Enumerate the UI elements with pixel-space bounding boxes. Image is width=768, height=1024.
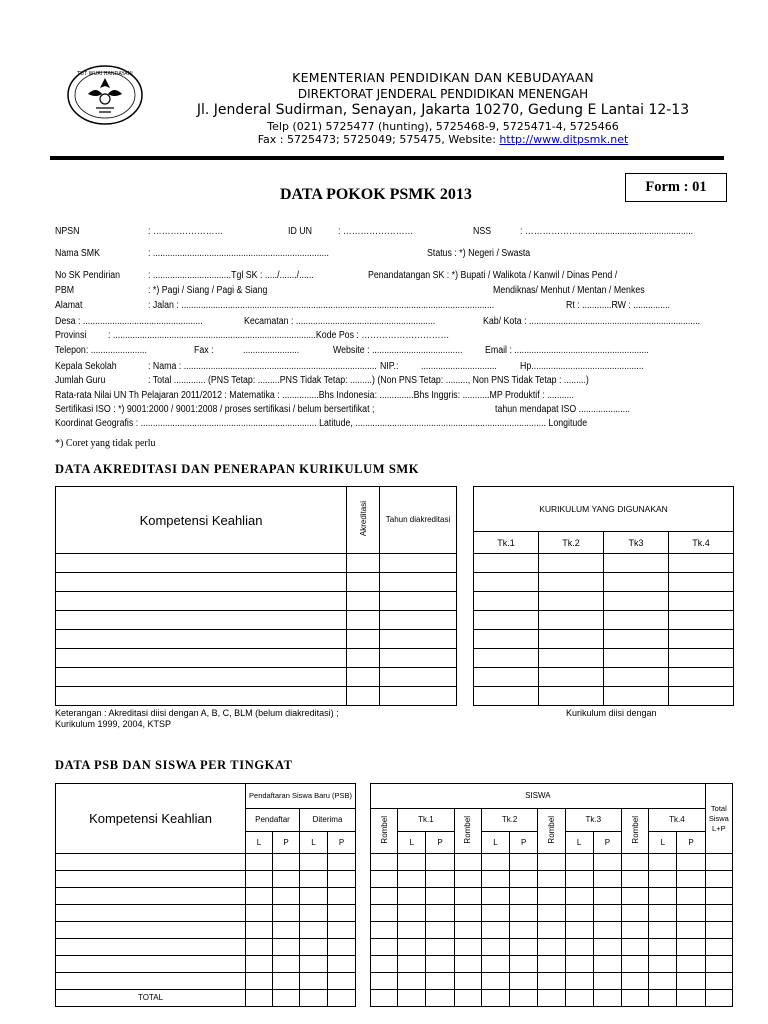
rombel-3-header xyxy=(538,809,565,854)
table-cell[interactable] xyxy=(677,990,705,1007)
id-un-field[interactable]: : …………………… xyxy=(338,226,414,237)
table-row xyxy=(56,592,457,611)
fax-text: Fax : 5725473; 5725049; 575475, Website: xyxy=(257,133,500,146)
total-label: TOTAL xyxy=(56,990,246,1007)
table-cell[interactable] xyxy=(565,871,593,888)
siswa-table xyxy=(370,783,733,1007)
table-cell[interactable] xyxy=(426,888,454,905)
siswa-tk1-header: Tk.1 xyxy=(398,809,454,832)
table-cell[interactable] xyxy=(593,939,621,956)
table-row xyxy=(474,611,734,630)
table-cell[interactable] xyxy=(371,990,398,1007)
npsn-field[interactable]: : …………………… xyxy=(148,226,224,237)
table-cell[interactable] xyxy=(510,990,538,1007)
table-cell[interactable] xyxy=(649,854,677,871)
table-cell[interactable] xyxy=(510,871,538,888)
table-cell[interactable] xyxy=(621,871,648,888)
table-cell[interactable] xyxy=(426,854,454,871)
table-cell[interactable] xyxy=(593,973,621,990)
table-cell[interactable] xyxy=(705,922,732,939)
kepsek-name-field[interactable]: : Nama : ............................................................................... xyxy=(148,361,377,372)
table-cell[interactable] xyxy=(398,871,426,888)
akreditasi-header-text: Akreditasi xyxy=(358,501,368,537)
table-cell[interactable] xyxy=(510,888,538,905)
table-cell[interactable] xyxy=(649,871,677,888)
table-cell[interactable] xyxy=(677,854,705,871)
table-row xyxy=(474,630,734,649)
form-number-box: Form : 01 xyxy=(625,173,727,202)
fax-field[interactable]: ....................... xyxy=(243,345,300,356)
table-cell[interactable] xyxy=(593,854,621,871)
table-cell[interactable] xyxy=(565,973,593,990)
section-psb-title: DATA PSB DAN SISWA PER TINGKAT xyxy=(55,758,293,772)
table-cell[interactable] xyxy=(454,956,481,973)
table-row xyxy=(474,592,734,611)
table-cell[interactable] xyxy=(538,871,565,888)
table-row xyxy=(371,888,733,905)
table-cell[interactable] xyxy=(705,939,732,956)
table-row xyxy=(56,854,356,871)
table-row xyxy=(56,922,356,939)
iso-tahun-field[interactable]: tahun mendapat ISO ..................... xyxy=(495,404,631,415)
table-cell[interactable] xyxy=(398,973,426,990)
table-row xyxy=(56,611,457,630)
table-cell[interactable] xyxy=(565,956,593,973)
kurikulum-header: KURIKULUM YANG DIGUNAKAN xyxy=(474,487,734,532)
table-row xyxy=(56,939,356,956)
table-cell[interactable] xyxy=(677,939,705,956)
table-row xyxy=(56,888,356,905)
table-cell[interactable] xyxy=(649,939,677,956)
table-row xyxy=(56,573,457,592)
tut-wuri-handayani-logo-icon xyxy=(66,64,144,126)
kurikulum-tk2-header: Tk.2 xyxy=(539,532,604,554)
address: Jl. Jenderal Sudirman, Senayan, Jakarta 10270, Gedung E Lantai 12-13 xyxy=(196,102,690,118)
siswa-tk3-header: Tk.3 xyxy=(565,809,621,832)
table-cell[interactable] xyxy=(705,905,732,922)
rt-rw-field[interactable]: Rt : ............RW : ............... xyxy=(566,300,670,311)
table-row xyxy=(474,687,734,706)
table-cell[interactable] xyxy=(621,956,648,973)
kurikulum-tk3-header: Tk3 xyxy=(604,532,669,554)
table-cell[interactable] xyxy=(538,939,565,956)
table-cell[interactable] xyxy=(649,973,677,990)
siswa-tk4-header: Tk.4 xyxy=(649,809,705,832)
table-cell[interactable] xyxy=(565,888,593,905)
table-cell[interactable] xyxy=(538,905,565,922)
psb-table xyxy=(55,783,356,1007)
nip-field[interactable]: ............................... xyxy=(421,361,497,372)
directorate-name: DIREKTORAT JENDERAL PENDIDIKAN MENENGAH xyxy=(297,87,589,101)
kompetensi-header: Kompetensi Keahlian xyxy=(56,487,347,554)
status-field[interactable]: Status : *) Negeri / Swasta xyxy=(427,248,531,259)
nama-smk-field[interactable]: : ........................................................................ xyxy=(148,248,329,259)
tk3-p: P xyxy=(593,832,621,854)
nip-label: NIP.: xyxy=(380,361,399,372)
rombel-2-header xyxy=(454,809,481,854)
table-cell[interactable] xyxy=(398,854,426,871)
table-cell[interactable] xyxy=(538,990,565,1007)
table-cell[interactable] xyxy=(454,939,481,956)
akreditasi-header xyxy=(347,487,380,554)
psb-kompetensi-header: Kompetensi Keahlian xyxy=(56,784,246,854)
rombel-4-text: Rombel xyxy=(630,816,640,844)
tk1-l: L xyxy=(398,832,426,854)
table-cell[interactable] xyxy=(426,871,454,888)
table-row xyxy=(371,939,733,956)
table-cell[interactable] xyxy=(510,973,538,990)
tk4-p: P xyxy=(677,832,705,854)
table-cell[interactable] xyxy=(398,990,426,1007)
guru-field[interactable]: : Total ............. (PNS Tetap: .........PNS Tidak Tetap: .........) (Non PNS Tetap: ........., Non PNS Tidak Tetap : .........) xyxy=(148,375,589,386)
table-cell[interactable] xyxy=(398,888,426,905)
nss-label: NSS xyxy=(473,226,492,237)
table-cell[interactable] xyxy=(481,990,509,1007)
table-cell[interactable] xyxy=(426,922,454,939)
table-cell[interactable] xyxy=(510,905,538,922)
table-row xyxy=(474,573,734,592)
table-row xyxy=(474,649,734,668)
fax-label: Fax : xyxy=(194,345,214,356)
table-cell[interactable] xyxy=(426,939,454,956)
table-cell[interactable] xyxy=(398,905,426,922)
table-cell[interactable] xyxy=(705,854,732,871)
table-cell[interactable] xyxy=(481,956,509,973)
rombel-3-text: Rombel xyxy=(546,816,556,844)
table-cell[interactable] xyxy=(677,922,705,939)
nilai-un-field[interactable]: Rata-rata Nilai UN Th Pelajaran 2011/2012 : Matematika : ...............Bhs Indonesia: ..............Bhs Inggris: ...........MP Produktif : ........... xyxy=(55,390,574,401)
pendaftar-l: L xyxy=(246,832,273,854)
table-cell[interactable] xyxy=(371,922,398,939)
total-siswa-header: Total Siswa L+P xyxy=(705,784,732,854)
rombel-1-header xyxy=(371,809,398,854)
tk4-l: L xyxy=(649,832,677,854)
nama-smk-label: Nama SMK xyxy=(55,248,100,259)
table-cell[interactable] xyxy=(593,956,621,973)
footnote: *) Coret yang tidak perlu xyxy=(55,438,156,449)
kecamatan-field[interactable]: Kecamatan : ......................................................... xyxy=(244,316,436,327)
psb-header: Pendaftaran Siswa Baru (PSB) xyxy=(246,784,356,809)
total-row xyxy=(56,990,356,1007)
table-row xyxy=(56,630,457,649)
nss-field[interactable]: : ……………………........................................ xyxy=(520,226,694,237)
table-row xyxy=(371,854,733,871)
table-cell[interactable] xyxy=(538,956,565,973)
pendaftar-p: P xyxy=(273,832,300,854)
table-cell[interactable] xyxy=(565,922,593,939)
tk1-p: P xyxy=(426,832,454,854)
alamat-label: Alamat xyxy=(55,300,83,311)
diterima-p: P xyxy=(328,832,356,854)
table-cell[interactable] xyxy=(481,939,509,956)
table-cell[interactable] xyxy=(649,905,677,922)
table-cell[interactable] xyxy=(454,973,481,990)
table-cell[interactable] xyxy=(510,922,538,939)
keterangan-right: Kurikulum diisi dengan xyxy=(566,708,657,718)
table-row xyxy=(56,956,356,973)
rombel-4-header xyxy=(621,809,648,854)
email-field[interactable]: Email : ....................................................... xyxy=(485,345,649,356)
website-link[interactable]: http://www.ditpsmk.net xyxy=(499,133,629,146)
page-title: DATA POKOK PSMK 2013 xyxy=(280,186,472,203)
table-cell[interactable] xyxy=(593,871,621,888)
table-cell[interactable] xyxy=(705,956,732,973)
akreditasi-table xyxy=(55,486,457,706)
pbm-field[interactable]: : *) Pagi / Siang / Pagi & Siang xyxy=(148,285,268,296)
table-cell[interactable] xyxy=(649,922,677,939)
table-cell[interactable] xyxy=(593,888,621,905)
kabupaten-field[interactable]: Kab/ Kota : ...................................................................... xyxy=(483,316,701,327)
table-cell[interactable] xyxy=(621,939,648,956)
table-row xyxy=(56,554,457,573)
table-cell[interactable] xyxy=(510,854,538,871)
hp-field[interactable]: Hp.............................................. xyxy=(520,361,644,372)
table-cell[interactable] xyxy=(705,973,732,990)
table-cell[interactable] xyxy=(371,888,398,905)
table-cell[interactable] xyxy=(510,956,538,973)
kurikulum-tk4-header: Tk.4 xyxy=(669,532,734,554)
fax-website xyxy=(180,133,706,146)
kurikulum-tk1-header: Tk.1 xyxy=(474,532,539,554)
diterima-l: L xyxy=(300,832,328,854)
table-cell[interactable] xyxy=(621,973,648,990)
table-cell[interactable] xyxy=(677,888,705,905)
ministry-name: KEMENTERIAN PENDIDIKAN DAN KEBUDAYAAN xyxy=(292,70,594,85)
table-row xyxy=(56,687,457,706)
kurikulum-table xyxy=(473,486,734,706)
telepon-field[interactable]: Telepon: ....................... xyxy=(55,345,147,356)
npsn-label: NPSN xyxy=(55,226,80,237)
table-cell[interactable] xyxy=(481,922,509,939)
tk2-l: L xyxy=(481,832,509,854)
iso-field[interactable]: Sertifikasi ISO : *) 9001:2000 / 9001:2008 / proses sertifikasi / belum bersertifikat ; xyxy=(55,404,375,415)
siswa-header: SISWA xyxy=(371,784,706,809)
table-cell[interactable] xyxy=(621,922,648,939)
pbm-label: PBM xyxy=(55,285,75,296)
table-cell[interactable] xyxy=(565,990,593,1007)
table-row xyxy=(56,649,457,668)
table-row xyxy=(56,668,457,687)
table-cell[interactable] xyxy=(454,888,481,905)
table-cell[interactable] xyxy=(705,871,732,888)
table-cell[interactable] xyxy=(398,956,426,973)
table-cell[interactable] xyxy=(371,905,398,922)
alamat-field[interactable]: : Jalan : ................................................................................................................................ xyxy=(148,300,495,311)
table-row xyxy=(56,973,356,990)
table-row xyxy=(474,554,734,573)
table-cell[interactable] xyxy=(677,956,705,973)
phone: Telp (021) 5725477 (hunting), 5725468-9, 5725471-4, 5725466 xyxy=(267,120,619,133)
keterangan-line2: Kurikulum 1999, 2004, KTSP xyxy=(55,719,172,729)
provinsi-label: Provinsi xyxy=(55,330,87,341)
section-akreditasi-title: DATA AKREDITASI DAN PENERAPAN KURIKULUM SMK xyxy=(55,462,420,476)
table-cell[interactable] xyxy=(565,905,593,922)
table-cell[interactable] xyxy=(677,973,705,990)
table-cell[interactable] xyxy=(454,905,481,922)
table-cell[interactable] xyxy=(371,939,398,956)
diterima-header: Diterima xyxy=(300,809,356,832)
no-sk-label: No SK Pendirian xyxy=(55,270,121,281)
id-un-label: ID UN xyxy=(288,226,312,237)
table-cell[interactable] xyxy=(481,905,509,922)
table-row xyxy=(371,871,733,888)
table-cell[interactable] xyxy=(677,905,705,922)
table-cell[interactable] xyxy=(565,854,593,871)
kepsek-label: Kepala Sekolah xyxy=(55,361,117,372)
rombel-1-text: Rombel xyxy=(379,816,389,844)
table-cell[interactable] xyxy=(481,973,509,990)
table-row xyxy=(371,905,733,922)
table-cell[interactable] xyxy=(649,888,677,905)
table-cell[interactable] xyxy=(481,888,509,905)
table-cell[interactable] xyxy=(621,854,648,871)
table-cell[interactable] xyxy=(621,888,648,905)
website-field[interactable]: Website : ..................................... xyxy=(333,345,463,356)
no-sk-field[interactable]: : ................................Tgl SK : ...../......./...... xyxy=(148,270,314,281)
table-cell[interactable] xyxy=(426,973,454,990)
rombel-2-text: Rombel xyxy=(463,816,473,844)
table-row xyxy=(371,956,733,973)
table-cell[interactable] xyxy=(371,956,398,973)
header-divider xyxy=(50,156,724,160)
table-cell[interactable] xyxy=(593,905,621,922)
table-cell[interactable] xyxy=(649,990,677,1007)
table-cell[interactable] xyxy=(621,905,648,922)
table-cell[interactable] xyxy=(426,905,454,922)
table-cell[interactable] xyxy=(705,888,732,905)
table-cell[interactable] xyxy=(454,990,481,1007)
table-cell[interactable] xyxy=(426,956,454,973)
penandatangan-cont: Mendiknas/ Menhut / Mentan / Menkes xyxy=(493,285,645,296)
total-row xyxy=(371,990,733,1007)
table-cell[interactable] xyxy=(398,939,426,956)
table-cell[interactable] xyxy=(371,854,398,871)
pendaftar-header: Pendaftar xyxy=(246,809,300,832)
table-row xyxy=(56,871,356,888)
table-cell[interactable] xyxy=(621,990,648,1007)
table-cell[interactable] xyxy=(454,871,481,888)
siswa-tk2-header: Tk.2 xyxy=(481,809,537,832)
table-cell[interactable] xyxy=(371,973,398,990)
table-cell[interactable] xyxy=(481,871,509,888)
table-cell[interactable] xyxy=(510,939,538,956)
desa-field[interactable]: Desa : ................................................. xyxy=(55,316,203,327)
table-row xyxy=(56,905,356,922)
table-cell[interactable] xyxy=(538,888,565,905)
table-cell[interactable] xyxy=(538,922,565,939)
table-row xyxy=(371,922,733,939)
keterangan-line1: Keterangan : Akreditasi diisi dengan A, B, C, BLM (belum diakreditasi) ; xyxy=(55,708,339,718)
provinsi-field[interactable]: : ...................................................................................Kode Pos : ………………………… xyxy=(108,330,450,341)
penandatangan-field[interactable]: Penandatangan SK : *) Bupati / Walikota / Kanwil / Dinas Pend / xyxy=(368,270,618,281)
tk2-p: P xyxy=(510,832,538,854)
table-cell[interactable] xyxy=(481,854,509,871)
table-cell[interactable] xyxy=(454,854,481,871)
table-cell[interactable] xyxy=(538,854,565,871)
guru-label: Jumlah Guru xyxy=(55,375,106,386)
table-cell[interactable] xyxy=(454,922,481,939)
table-cell[interactable] xyxy=(371,871,398,888)
table-cell[interactable] xyxy=(705,990,732,1007)
koordinat-field[interactable]: Koordinat Geografis : ........................................................................ Latitude, .............................................................................. Longitude xyxy=(55,418,588,429)
tk3-l: L xyxy=(565,832,593,854)
logo-text: TUT WURI HANDAYANI xyxy=(77,71,133,77)
table-row xyxy=(371,973,733,990)
table-cell[interactable] xyxy=(565,939,593,956)
table-row xyxy=(474,668,734,687)
tahun-header: Tahun diakreditasi xyxy=(380,487,457,554)
table-cell[interactable] xyxy=(426,990,454,1007)
table-cell[interactable] xyxy=(649,956,677,973)
table-cell[interactable] xyxy=(538,973,565,990)
table-cell[interactable] xyxy=(593,990,621,1007)
table-cell[interactable] xyxy=(593,922,621,939)
table-cell[interactable] xyxy=(398,922,426,939)
table-cell[interactable] xyxy=(677,871,705,888)
